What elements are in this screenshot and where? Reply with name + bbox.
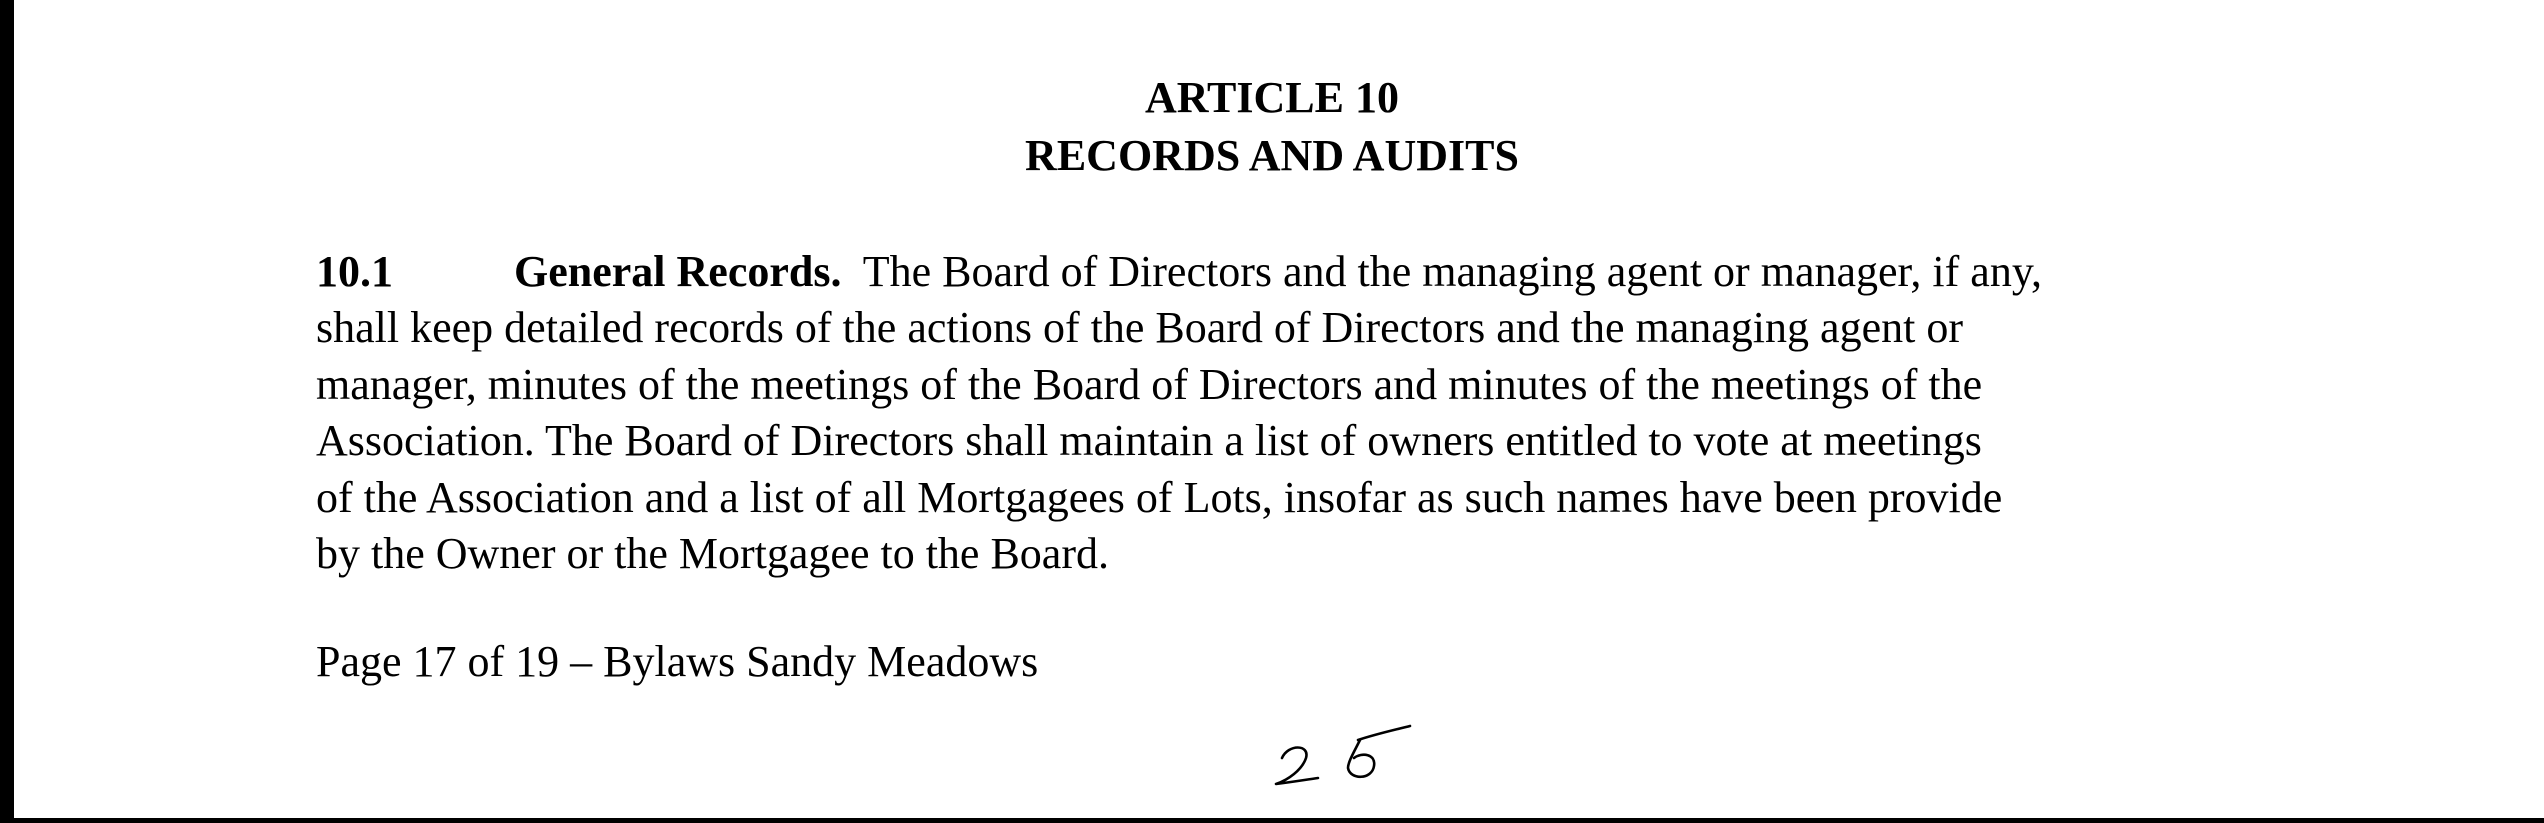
section-number: 10.1 [316, 247, 393, 296]
section-text-line: by the Owner or the Mortgagee to the Board. [316, 529, 1109, 579]
handwritten-page-number [1268, 718, 1418, 788]
section-text-line: The Board of Directors and the managing agent or manager, if any, [862, 247, 2042, 296]
scan-bottom-border [0, 818, 2544, 823]
section-text-line: Association. The Board of Directors shall maintain a list of owners entitled to vote at meetings [316, 416, 1982, 466]
page-footer: Page 17 of 19 – Bylaws Sandy Meadows [316, 637, 1039, 686]
section-title: General Records. [514, 247, 842, 296]
article-title-heading: RECORDS AND AUDITS [1025, 131, 1519, 180]
section-10-1 [316, 244, 2336, 582]
section-first-line [316, 244, 2336, 300]
article-number-heading: ARTICLE 10 [1145, 73, 1399, 122]
section-text-line: of the Association and a list of all Mortgagees of Lots, insofar as such names have been provide [316, 472, 2003, 522]
section-text-line: manager, minutes of the meetings of the Board of Directors and minutes of the meetings of the [316, 359, 1983, 409]
section-text-line: shall keep detailed records of the actions of the Board of Directors and the managing agent or [316, 303, 1963, 353]
